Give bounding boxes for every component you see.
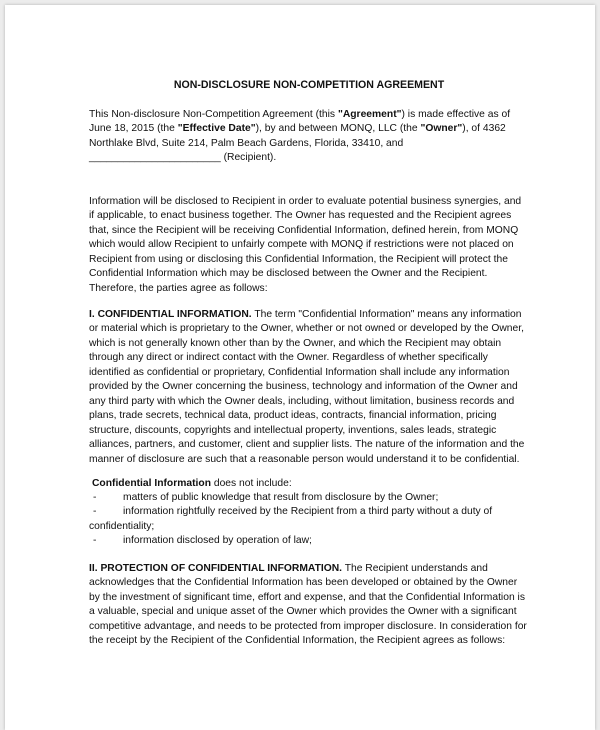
intro-text-2: ) is made effective as of June 18, 2015 (the [89,109,511,135]
list-item [89,505,529,534]
recital-paragraph: Information will be disclosed to Recipient in order to evaluate potential business synergies, and if applicable, to enact business together. The Owner has requested and the Recipient agrees that, since the Recipient will be receiving Confidential Information, defined herein, from MONQ which would allow Recipient to unfairly compete with MONQ if restrictions were not placed on Recipient from using or disclosing this Confidential Information, the Recipient will protect the Confidential Information which may be disclosed between the Owner and the Recipient. Therefore, the parties agree as follows: [89,196,522,294]
list-item-text: information rightfully received by the Recipient from a third party without a duty of confidentiality; [89,506,493,532]
intro-text-1: This Non-disclosure Non-Competition Agreement (this [89,109,338,120]
document-page [5,5,595,730]
section-2-body: The Recipient understands and acknowledges that the Confidential Information has been developed or obtained by the Owner by the investment of significant time, effort and expense, and that the Confidential Information is a valuable, special and unique asset of the Owner which provides the Owner with a significant competitive advantage, and needs to be protected from improper disclosure. In consideration for the receipt by the Recipient of the Confidential Information, the Recipient agrees as follows: [89,563,527,647]
list-item-text: information disclosed by operation of law; [123,535,312,547]
owner-term: "Owner" [420,123,463,135]
bullet-dash: - [93,492,97,503]
list-item-text: matters of public knowledge that result from disclosure by the Owner; [123,492,439,503]
exclusions-heading [92,477,532,491]
effective-date-term: "Effective Date" [177,123,256,135]
exclusions-suffix: does not include: [210,478,292,489]
list-item [89,534,529,548]
intro-text-4: ), of 4362 Northlake Blvd, Suite 214, Palm Beach Gardens, Florida, 33410, and _______________________ (Recipient). [89,123,506,164]
bullet-dash: - [93,535,97,547]
section-1-body: The term "Confidential Information" means any information or material which is proprietary to the Owner, whether or not owned or developed by the Owner, which is not generally known other than by the Owner, and which the Recipient may obtain through any direct or indirect contact with the Owner. Regardless of whether specifically identified as confidential or proprietary, Confidential Information shall include any information provided by the Owner concerning the business, technology and information of the Owner and any third party with which the Owner deals, including, without limitation, business records and plans, trade secrets, technical data, product ideas, contracts, financial information, pricing structure, discounts, copyrights and intellectual property, inventions, sales leads, strategic alliances, partners, and customer, client and supplier lists. The nature of the information and the manner of disclosure are such that a reasonable person would understand it to be confidential. [89,309,525,465]
agreement-term: "Agreement" [337,109,402,120]
intro-text-3: ), by and between MONQ, LLC (the [255,123,421,135]
intro-paragraph [89,108,529,166]
section-protection [89,562,529,649]
section-2-heading: II. PROTECTION OF CONFIDENTIAL INFORMATION. [89,563,343,574]
exclusions-list [89,491,529,549]
section-1-heading: I. CONFIDENTIAL INFORMATION. [89,309,252,320]
bullet-dash: - [93,506,97,518]
exclusions-term: Confidential Information [92,478,211,489]
section-confidential-information [89,308,529,467]
document-title: NON-DISCLOSURE NON-COMPETITION AGREEMENT [173,79,445,91]
list-item [89,491,529,505]
